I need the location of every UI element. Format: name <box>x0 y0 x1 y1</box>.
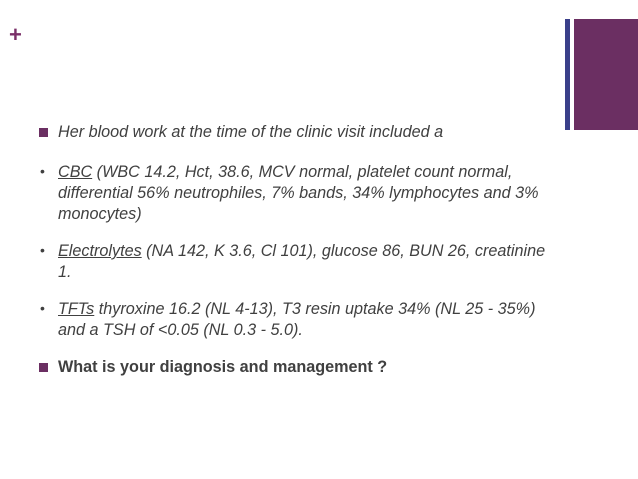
slide-body <box>38 122 558 378</box>
item-term: Electrolytes <box>58 242 142 260</box>
dot-bullet-icon: • <box>40 300 45 316</box>
accent-bar-wide <box>574 19 638 130</box>
intro-bullet <box>38 122 558 143</box>
item-term: TFTs <box>58 300 95 318</box>
list-item <box>38 162 558 225</box>
item-text: thyroxine 16.2 (NL 4-13), T3 resin uptake 34% (NL 25 - 35%) and a TSH of <0.05 (NL 0.3 - 5.0). <box>58 300 536 339</box>
list-item <box>38 241 558 283</box>
item-text: (NA 142, K 3.6, Cl 101), glucose 86, BUN 26, creatinine 1. <box>58 242 546 281</box>
square-bullet-icon <box>39 363 48 372</box>
dot-bullet-icon: • <box>40 163 45 179</box>
item-term: CBC <box>58 163 93 181</box>
plus-icon: + <box>9 22 22 47</box>
item-text: (WBC 14.2, Hct, 38.6, MCV normal, platelet count normal, differential 56% neutrophiles, 7% bands, 34% lymphocytes and 3% monocytes) <box>58 163 539 223</box>
dot-bullet-icon: • <box>40 242 45 258</box>
intro-text: Her blood work at the time of the clinic visit included a <box>58 123 444 141</box>
square-bullet-icon <box>39 128 48 137</box>
accent-bar-thin <box>565 19 570 130</box>
question-text: What is your diagnosis and management ? <box>58 358 388 376</box>
list-item <box>38 299 558 341</box>
question-bullet <box>38 357 558 378</box>
